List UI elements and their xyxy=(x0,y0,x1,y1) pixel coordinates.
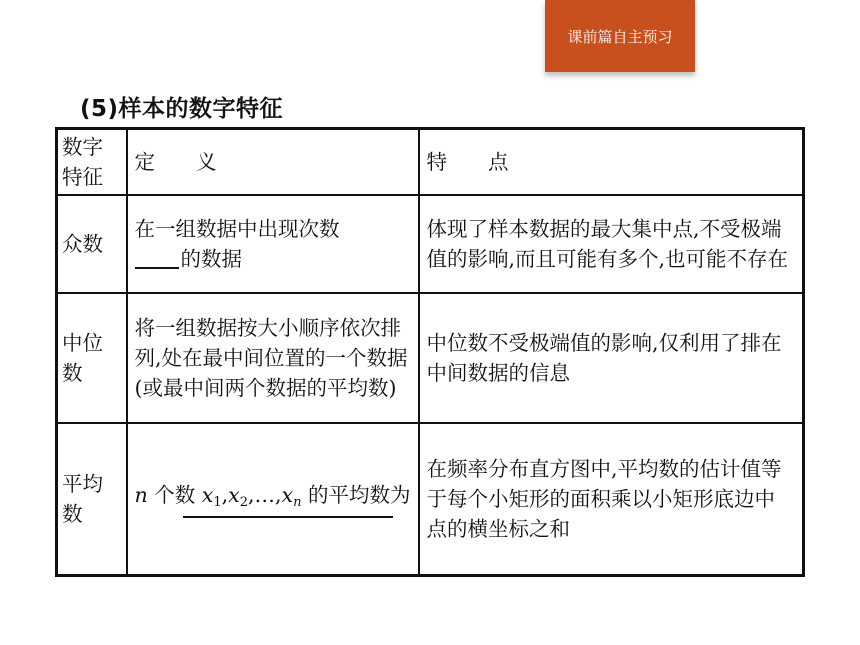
row-feature-mean: 在频率分布直方图中,平均数的估计值等于每个小矩形的面积乘以小矩形底边中点的横坐标之和 xyxy=(419,423,804,575)
subscript-1: 1 xyxy=(213,494,222,510)
table-header-row xyxy=(57,129,804,196)
definition-text-tail: 的平均数为 xyxy=(301,482,411,507)
subscript-n: n xyxy=(293,494,302,510)
table-row xyxy=(57,195,804,293)
var-x2: x xyxy=(228,482,240,507)
header-characteristic: 特 点 xyxy=(419,129,804,196)
row-definition-mode xyxy=(127,195,419,293)
subscript-2: 2 xyxy=(239,494,248,510)
var-x1: x xyxy=(201,482,214,507)
row-definition-mean: n 个数 $x_1,x_2,\dots,x_n$ 的平均数为 xyxy=(127,423,419,575)
table-row xyxy=(57,423,804,575)
fill-blank-long xyxy=(183,516,393,518)
section-title: (5)样本的数字特征 xyxy=(80,96,284,122)
ellipsis: ,…, xyxy=(247,482,282,507)
definition-text-tail: 的数据 xyxy=(180,247,242,271)
table-row xyxy=(57,293,804,423)
header-feature-name: 数字特征 xyxy=(57,129,127,196)
row-name-mode: 众数 xyxy=(57,195,127,293)
row-name-mean: 平均数 xyxy=(57,423,127,575)
var-xn: x xyxy=(281,482,294,507)
row-feature-mode: 体现了样本数据的最大集中点,不受极端值的影响,而且可能有多个,也可能不存在 xyxy=(419,195,804,293)
row-name-median: 中位数 xyxy=(57,293,127,423)
definition-text: 在一组数据中出现次数 xyxy=(134,217,340,241)
row-feature-median: 中位数不受极端值的影响,仅利用了排在中间数据的信息 xyxy=(419,293,804,423)
definition-text: 个数 xyxy=(147,482,202,507)
fill-blank xyxy=(135,245,179,269)
row-definition-median: 将一组数据按大小顺序依次排列,处在最中间位置的一个数据(或最中间两个数据的平均数) xyxy=(127,293,419,423)
section-tag: 课前篇自主预习 xyxy=(545,0,695,72)
var-n: n xyxy=(134,482,148,507)
numeric-features-table xyxy=(55,127,805,577)
header-definition: 定 义 xyxy=(127,129,419,196)
